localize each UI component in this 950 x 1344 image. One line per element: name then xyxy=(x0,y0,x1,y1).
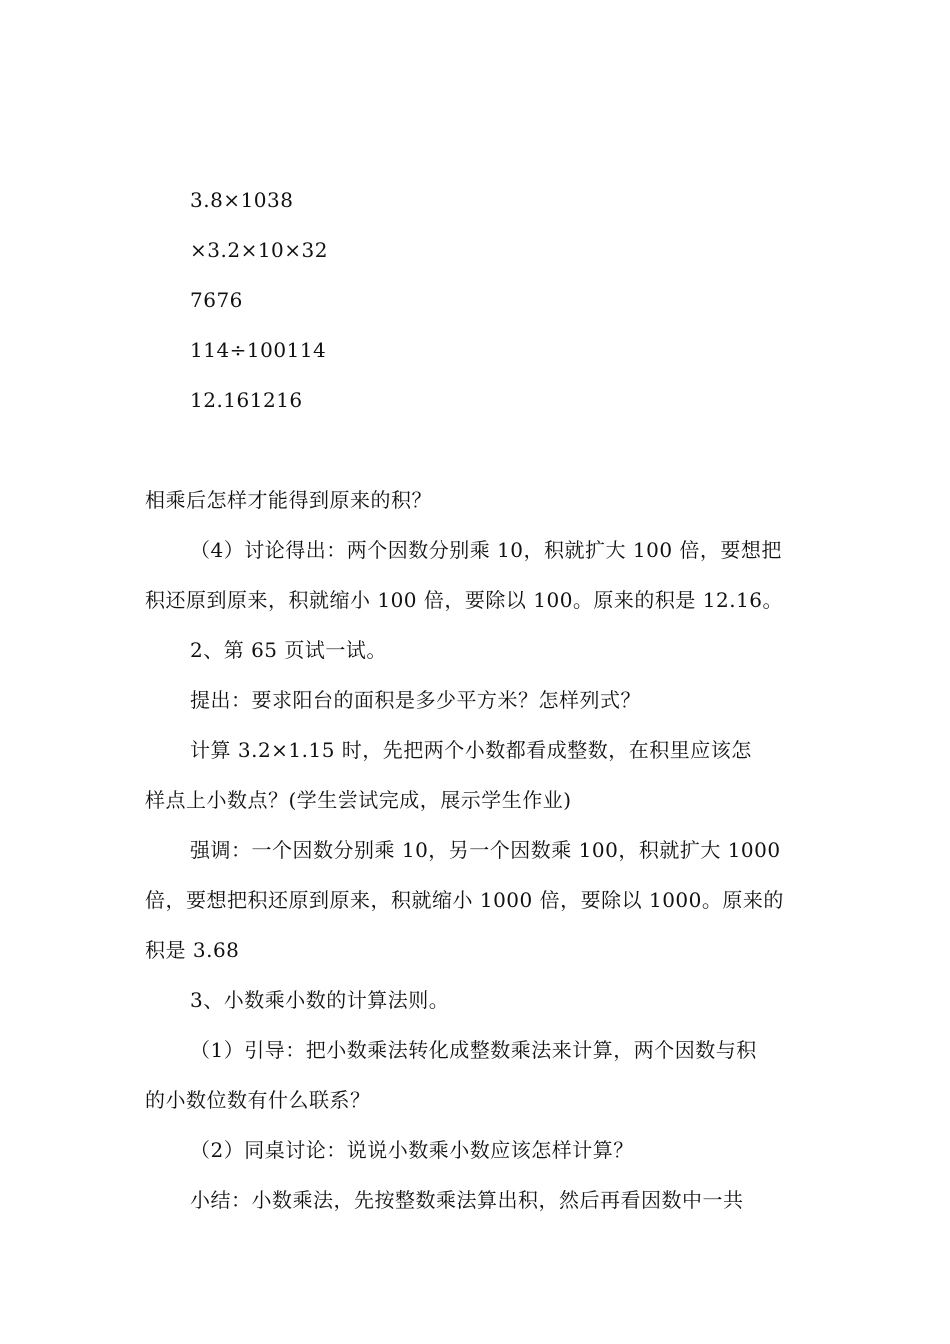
math-line-1: 3.8×1038 xyxy=(190,188,294,212)
math-line-2: ×3.2×10×32 xyxy=(190,238,328,262)
paragraph-line: 样点上小数点？(学生尝试完成，展示学生作业) xyxy=(145,788,572,812)
paragraph-line: 提出：要求阳台的面积是多少平方米？怎样列式？ xyxy=(190,688,641,712)
paragraph-line: 计算 3.2×1.15 时，先把两个小数都看成整数，在积里应该怎 xyxy=(190,738,752,762)
section-heading: 2、第 65 页试一试。 xyxy=(190,638,387,662)
paragraph-line: 强调：一个因数分别乘 10，另一个因数乘 100，积就扩大 1000 xyxy=(190,838,781,862)
paragraph-line: 倍，要想把积还原到原来，积就缩小 1000 倍，要除以 1000。原来的 xyxy=(145,888,784,912)
paragraph-line: 积还原到原来，积就缩小 100 倍，要除以 100。原来的积是 12.16。 xyxy=(145,588,784,612)
math-line-4: 114÷100114 xyxy=(190,338,327,362)
paragraph-line: （4）讨论得出：两个因数分别乘 10，积就扩大 100 倍，要想把 xyxy=(190,538,782,562)
math-line-5: 12.161216 xyxy=(190,388,303,412)
math-line-3: 7676 xyxy=(190,288,243,312)
paragraph-line: （1）引导：把小数乘法转化成整数乘法来计算，两个因数与积 xyxy=(190,1038,757,1062)
paragraph-line: 小结：小数乘法，先按整数乘法算出积，然后再看因数中一共 xyxy=(190,1188,744,1212)
paragraph-line: 的小数位数有什么联系？ xyxy=(145,1088,371,1112)
section-heading: 3、小数乘小数的计算法则。 xyxy=(190,988,450,1012)
paragraph-line: 积是 3.68 xyxy=(145,938,240,962)
paragraph-line: 相乘后怎样才能得到原来的积？ xyxy=(145,488,432,512)
paragraph-line: （2）同桌讨论：说说小数乘小数应该怎样计算？ xyxy=(190,1138,634,1162)
